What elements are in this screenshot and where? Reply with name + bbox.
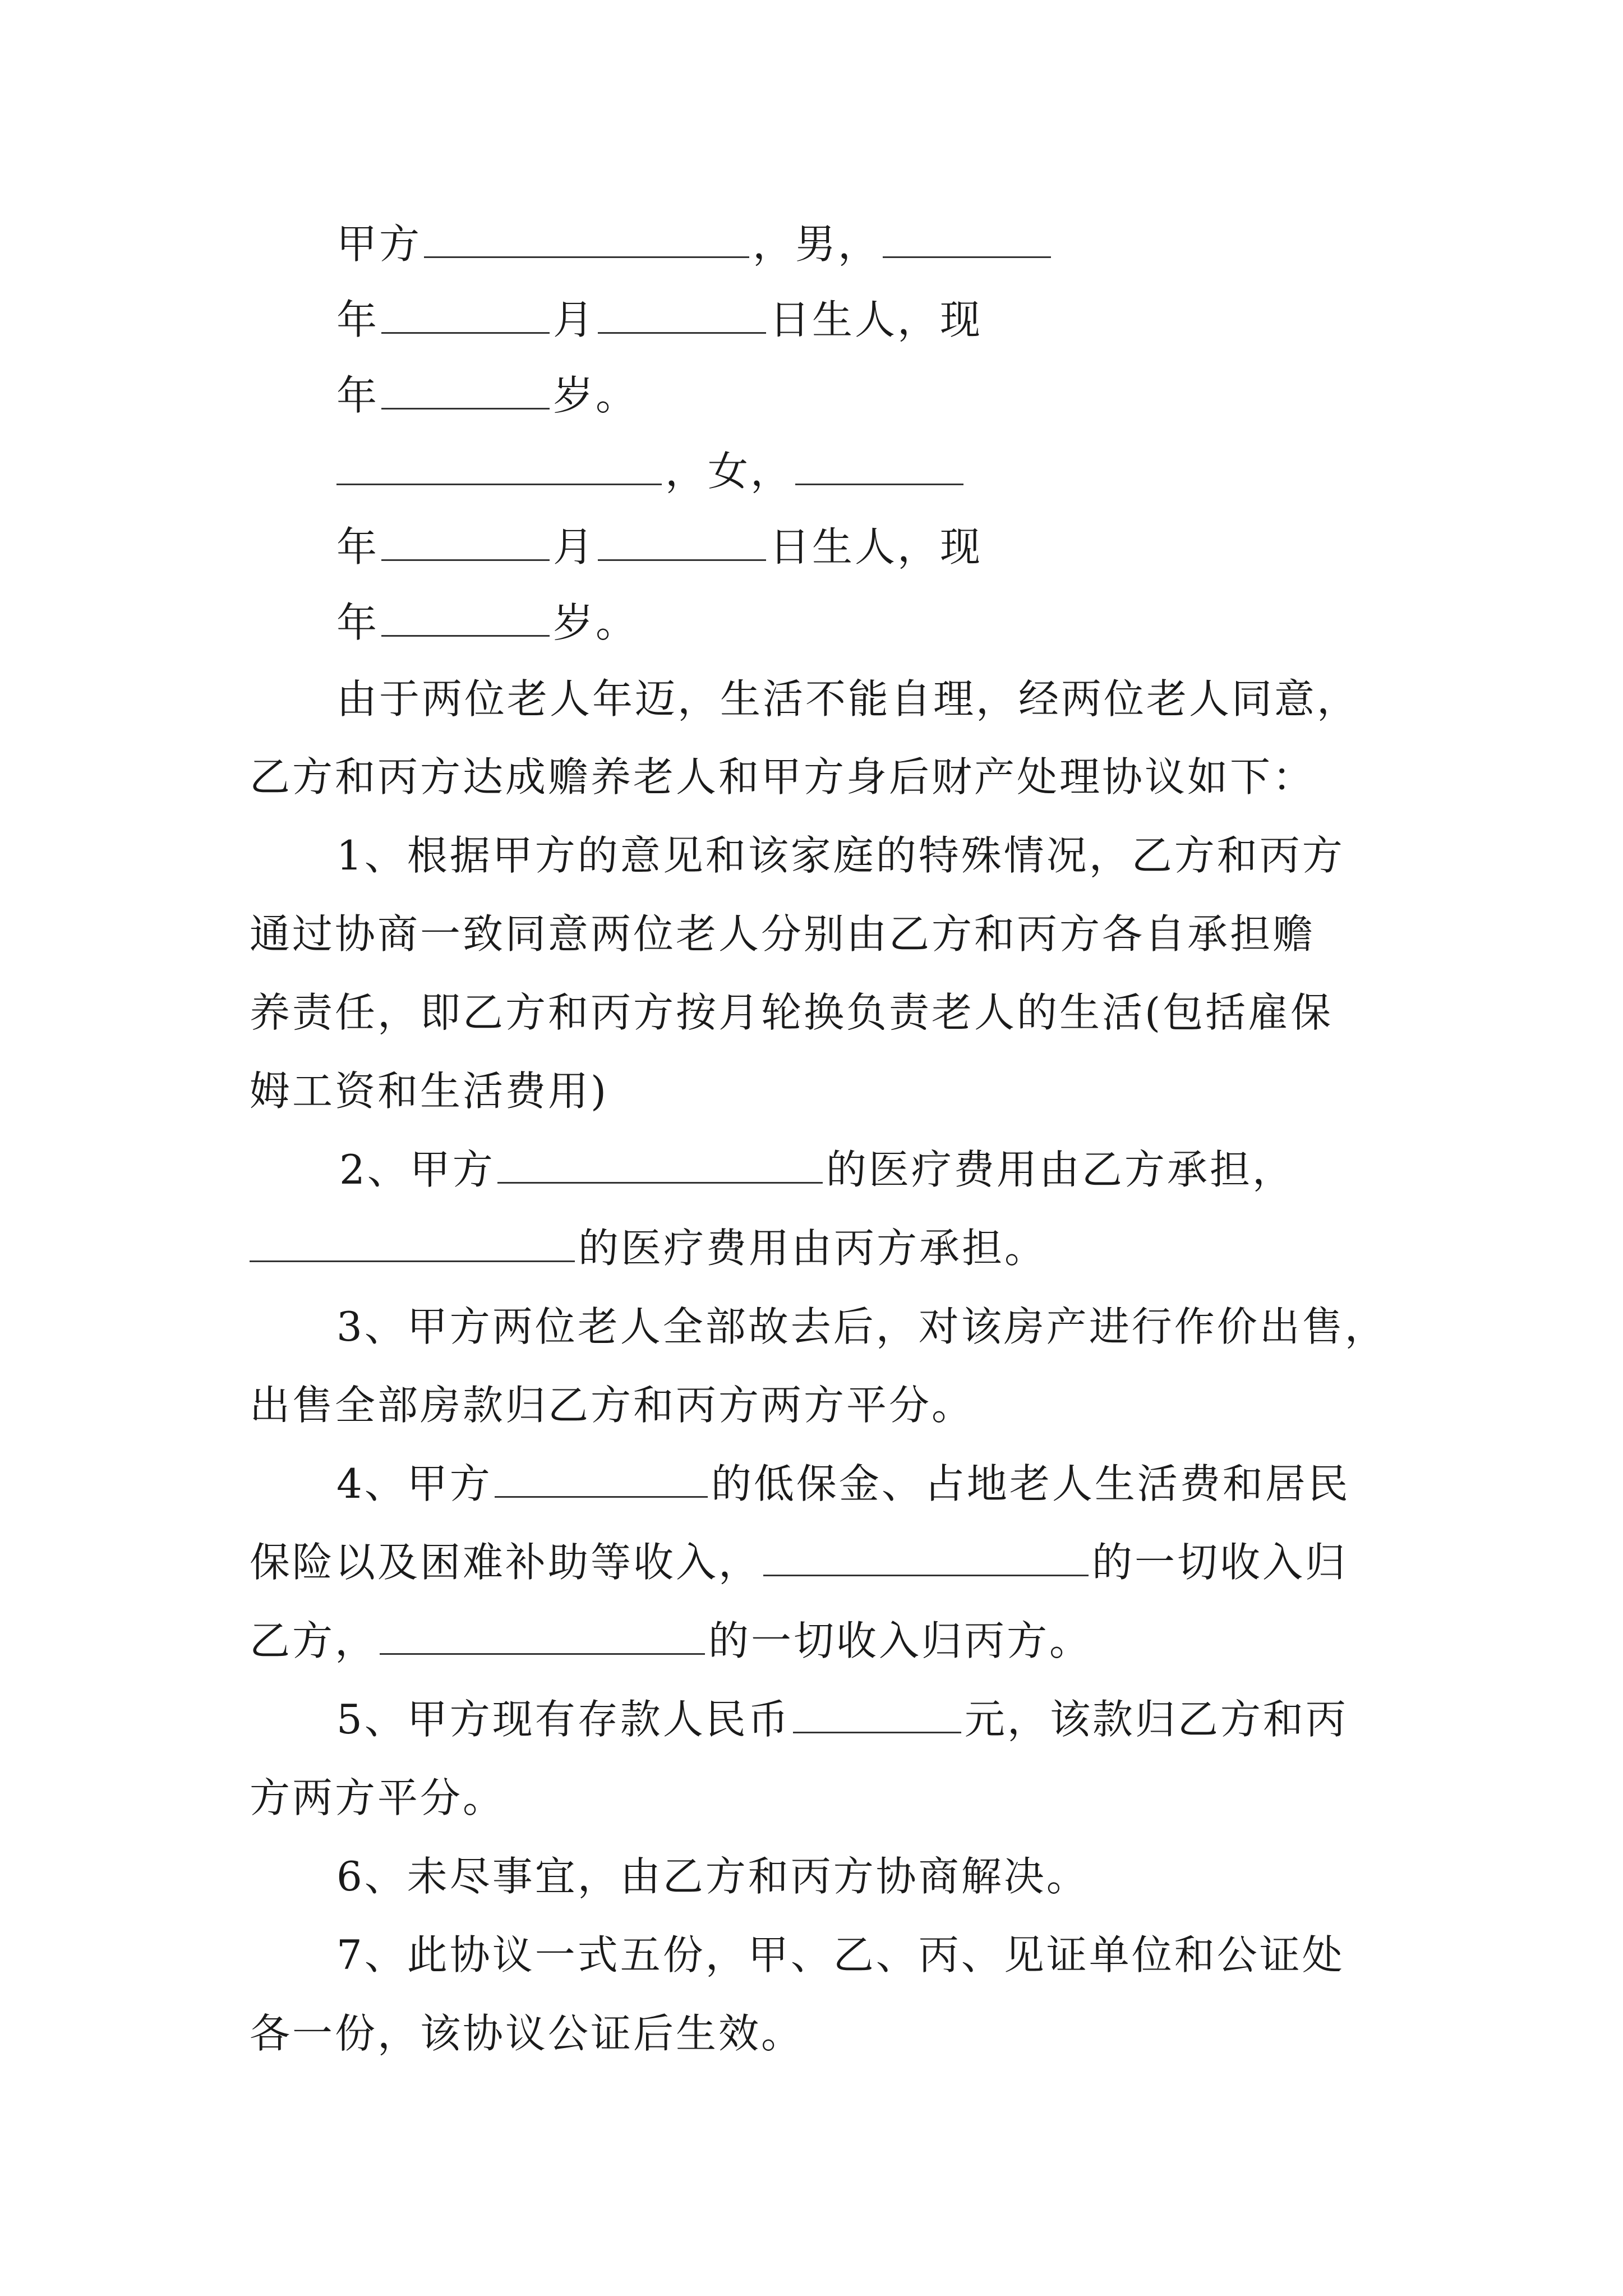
clause-5-suffix: 元，该款归乙方和丙 xyxy=(964,1696,1348,1743)
month-label: 月 xyxy=(553,523,596,570)
deposit-amount-blank[interactable] xyxy=(793,1732,961,1733)
male-label: ，男， xyxy=(753,220,881,268)
birthdate-line xyxy=(336,519,983,575)
clause-2-blank-1[interactable] xyxy=(497,1182,823,1184)
party-jia-male-line xyxy=(336,216,1054,272)
clause-4-prefix: 4、甲方 xyxy=(336,1460,492,1507)
name-blank[interactable] xyxy=(336,484,662,485)
clause-4-blank-2[interactable] xyxy=(763,1575,1089,1576)
clause-2-suffix: 的医疗费用由丙方承担。 xyxy=(578,1225,1048,1272)
age-blank[interactable] xyxy=(381,408,550,409)
intro-line-2: 乙方和丙方达成赡养老人和甲方身后财产处理协议如下： xyxy=(250,753,1316,800)
clause-1-line-4: 姆工资和生活费用) xyxy=(250,1068,609,1115)
clause-5-line-1 xyxy=(336,1691,1348,1747)
clause-4-line-3-prefix: 乙方， xyxy=(250,1617,378,1664)
month-blank[interactable] xyxy=(598,332,766,334)
clause-4-line-2 xyxy=(250,1534,1348,1590)
intro-line-1: 由于两位老人年迈，生活不能自理，经两位老人同意， xyxy=(336,675,1360,723)
name-blank[interactable] xyxy=(424,256,749,258)
clause-1-line-3: 养责任，即乙方和丙方按月轮换负责老人的生活(包括雇保 xyxy=(250,989,1334,1036)
birth-year-blank[interactable] xyxy=(883,256,1051,258)
month-blank[interactable] xyxy=(598,559,766,561)
clause-2-prefix: 2、甲方 xyxy=(339,1146,495,1193)
clause-4-line-2-prefix: 保险以及困难补助等收入， xyxy=(250,1539,762,1586)
clause-4-blank-1[interactable] xyxy=(495,1496,708,1498)
birth-year-blank[interactable] xyxy=(795,484,963,485)
clause-1-line-2: 通过协商一致同意两位老人分别由乙方和丙方各自承担赡 xyxy=(250,910,1316,958)
year-blank[interactable] xyxy=(381,332,550,334)
clause-4-blank-3[interactable] xyxy=(380,1653,705,1655)
born-now-label: 日生人，现 xyxy=(769,296,983,343)
age-line xyxy=(336,367,638,424)
clause-2-line-2 xyxy=(247,1220,1047,1276)
birthdate-line xyxy=(336,292,983,348)
clause-1-line-1: 1、根据甲方的意见和该家庭的特殊情况，乙方和丙方 xyxy=(336,832,1345,879)
year-label: 年 xyxy=(336,372,380,419)
year-label: 年 xyxy=(336,523,380,570)
clause-7-line-2: 各一份，该协议公证后生效。 xyxy=(250,2010,804,2057)
party-jia-female-line xyxy=(334,443,967,499)
clause-7-line-1: 7、此协议一式五份，甲、乙、丙、见证单位和公证处 xyxy=(336,1931,1345,1978)
clause-4-line-1 xyxy=(336,1456,1350,1512)
month-label: 月 xyxy=(553,296,596,343)
clause-5-prefix: 5、甲方现有存款人民币 xyxy=(336,1696,791,1743)
year-label: 年 xyxy=(336,296,380,343)
clause-4-line-2-suffix: 的一切收入归 xyxy=(1092,1539,1348,1586)
clause-4-line-1-suffix: 的低保金、占地老人生活费和居民 xyxy=(711,1460,1350,1507)
clause-3-line-1: 3、甲方两位老人全部故去后，对该房产进行作价出售， xyxy=(336,1303,1387,1350)
jia-label: 甲方 xyxy=(336,220,422,268)
clause-2-mid: 的医疗费用由乙方承担， xyxy=(826,1146,1295,1193)
female-label: ，女， xyxy=(665,448,794,495)
born-now-label: 日生人，现 xyxy=(769,523,983,570)
age-blank[interactable] xyxy=(381,635,550,637)
age-line xyxy=(336,595,638,651)
clause-3-line-2: 出售全部房款归乙方和丙方两方平分。 xyxy=(250,1382,975,1429)
clause-5-line-2: 方两方平分。 xyxy=(250,1774,506,1821)
age-label: 岁。 xyxy=(553,599,639,646)
clause-2-blank-2[interactable] xyxy=(250,1260,575,1262)
clause-4-line-3-suffix: 的一切收入归丙方。 xyxy=(708,1617,1092,1664)
year-blank[interactable] xyxy=(381,559,550,561)
year-label: 年 xyxy=(336,599,380,646)
clause-4-line-3 xyxy=(250,1613,1092,1669)
clause-2-line-1 xyxy=(339,1142,1295,1198)
age-label: 岁。 xyxy=(553,372,639,419)
clause-6-line-1: 6、未尽事宜，由乙方和丙方协商解决。 xyxy=(336,1853,1089,1900)
